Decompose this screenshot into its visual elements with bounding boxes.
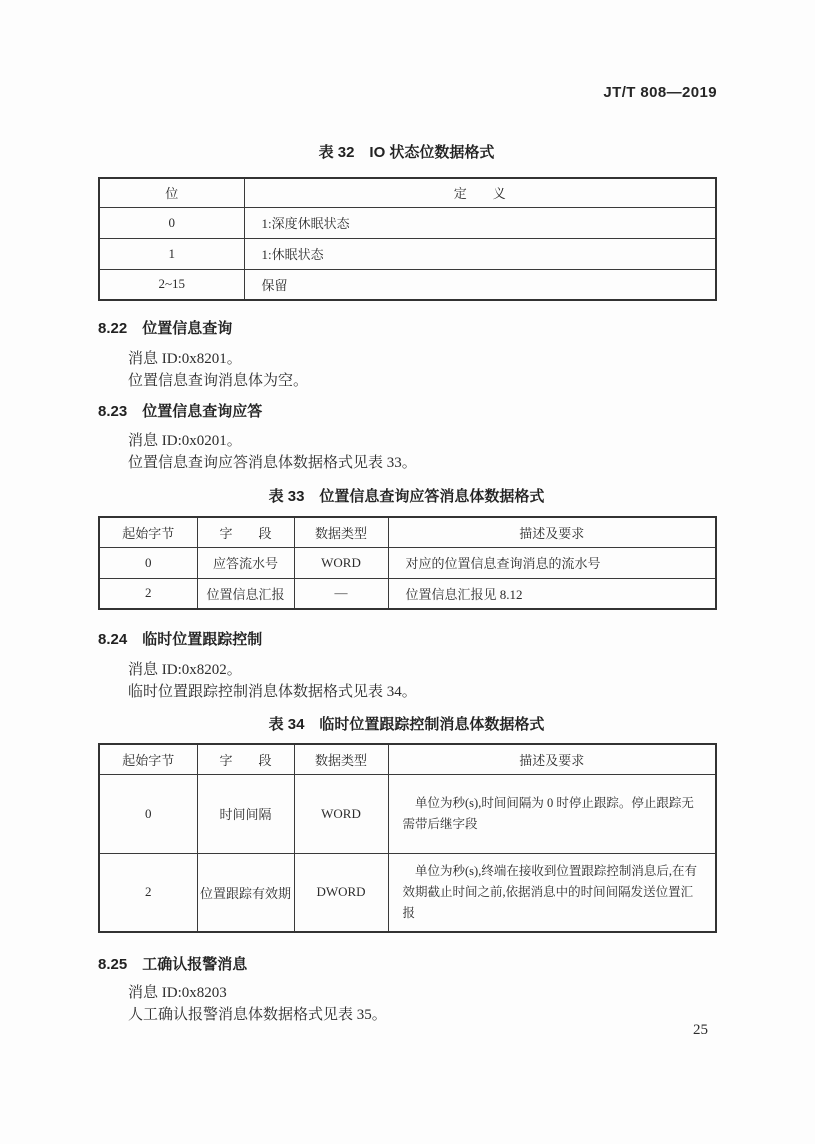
table-row — [99, 238, 716, 269]
section-8-22-heading: 8.22 位置信息查询 — [98, 320, 233, 337]
section-8-23-line-2: 位置信息查询应答消息体数据格式见表 33。 — [128, 455, 417, 471]
table32-cell-bit: 2~15 — [99, 269, 244, 300]
table33-caption: 表 33 位置信息查询应答消息体数据格式 — [268, 488, 545, 505]
table32-cell-definition: 1:深度休眠状态 — [244, 207, 716, 238]
table-row — [99, 269, 716, 300]
table32-header-definition: 定 义 — [244, 178, 716, 207]
section-8-25-line-2: 人工确认报警消息体数据格式见表 35。 — [128, 1007, 387, 1023]
table34-header-description: 描述及要求 — [388, 744, 716, 774]
section-8-22-line-1: 消息 ID:0x8201。 — [128, 351, 242, 367]
table-row — [99, 578, 716, 609]
table-34 — [98, 743, 717, 933]
section-8-22-line-2: 位置信息查询消息体为空。 — [128, 373, 309, 389]
table-32 — [98, 177, 717, 301]
table32-caption: 表 32 IO 状态位数据格式 — [318, 144, 495, 161]
section-8-23-line-1: 消息 ID:0x0201。 — [128, 433, 242, 449]
table34-header-start-byte: 起始字节 — [99, 744, 197, 774]
table-row — [99, 774, 716, 853]
table34-cell-start-byte: 2 — [99, 853, 197, 932]
table32-cell-bit: 0 — [99, 207, 244, 238]
page-number: 25 — [693, 1022, 708, 1038]
table32-header-row — [99, 178, 716, 207]
table-row — [99, 207, 716, 238]
section-8-25-heading: 8.25 工确认报警消息 — [98, 956, 248, 973]
table33-cell-start-byte: 0 — [99, 547, 197, 578]
section-8-24-line-2: 临时位置跟踪控制消息体数据格式见表 34。 — [128, 684, 417, 700]
table34-cell-description: 单位为秒(s),终端在接收到位置跟踪控制消息后,在有效期截止时间之前,依据消息中的时间间隔发送位置汇报 — [388, 853, 716, 932]
table33-header-data-type: 数据类型 — [294, 517, 388, 547]
table33-header-row — [99, 517, 716, 547]
table33-cell-field: 位置信息汇报 — [197, 578, 294, 609]
table33-cell-description: 对应的位置信息查询消息的流水号 — [388, 547, 716, 578]
table32-cell-definition: 1:休眠状态 — [244, 238, 716, 269]
table33-cell-data-type: — — [294, 578, 388, 609]
table34-cell-start-byte: 0 — [99, 774, 197, 853]
section-8-25-line-1: 消息 ID:0x8203 — [128, 985, 227, 1001]
document-code: JT/T 808—2019 — [603, 84, 717, 101]
section-8-23-heading: 8.23 位置信息查询应答 — [98, 403, 263, 420]
table33-header-description: 描述及要求 — [388, 517, 716, 547]
table34-header-row — [99, 744, 716, 774]
table34-cell-data-type: DWORD — [294, 853, 388, 932]
table33-header-field: 字 段 — [197, 517, 294, 547]
table33-cell-field: 应答流水号 — [197, 547, 294, 578]
table34-cell-field: 位置跟踪有效期 — [197, 853, 294, 932]
table34-cell-field: 时间间隔 — [197, 774, 294, 853]
table32-header-bit: 位 — [99, 178, 244, 207]
table33-header-start-byte: 起始字节 — [99, 517, 197, 547]
section-8-24-heading: 8.24 临时位置跟踪控制 — [98, 631, 263, 648]
table-row — [99, 853, 716, 932]
table34-caption: 表 34 临时位置跟踪控制消息体数据格式 — [268, 716, 545, 733]
table33-cell-start-byte: 2 — [99, 578, 197, 609]
section-8-24-line-1: 消息 ID:0x8202。 — [128, 662, 242, 678]
table-33 — [98, 516, 717, 610]
table-row — [99, 547, 716, 578]
table33-cell-data-type: WORD — [294, 547, 388, 578]
table34-cell-description: 单位为秒(s),时间间隔为 0 时停止跟踪。停止跟踪无需带后继字段 — [388, 774, 716, 853]
table34-header-data-type: 数据类型 — [294, 744, 388, 774]
table32-cell-definition: 保留 — [244, 269, 716, 300]
table34-cell-data-type: WORD — [294, 774, 388, 853]
table33-cell-description: 位置信息汇报见 8.12 — [388, 578, 716, 609]
table34-header-field: 字 段 — [197, 744, 294, 774]
table32-cell-bit: 1 — [99, 238, 244, 269]
